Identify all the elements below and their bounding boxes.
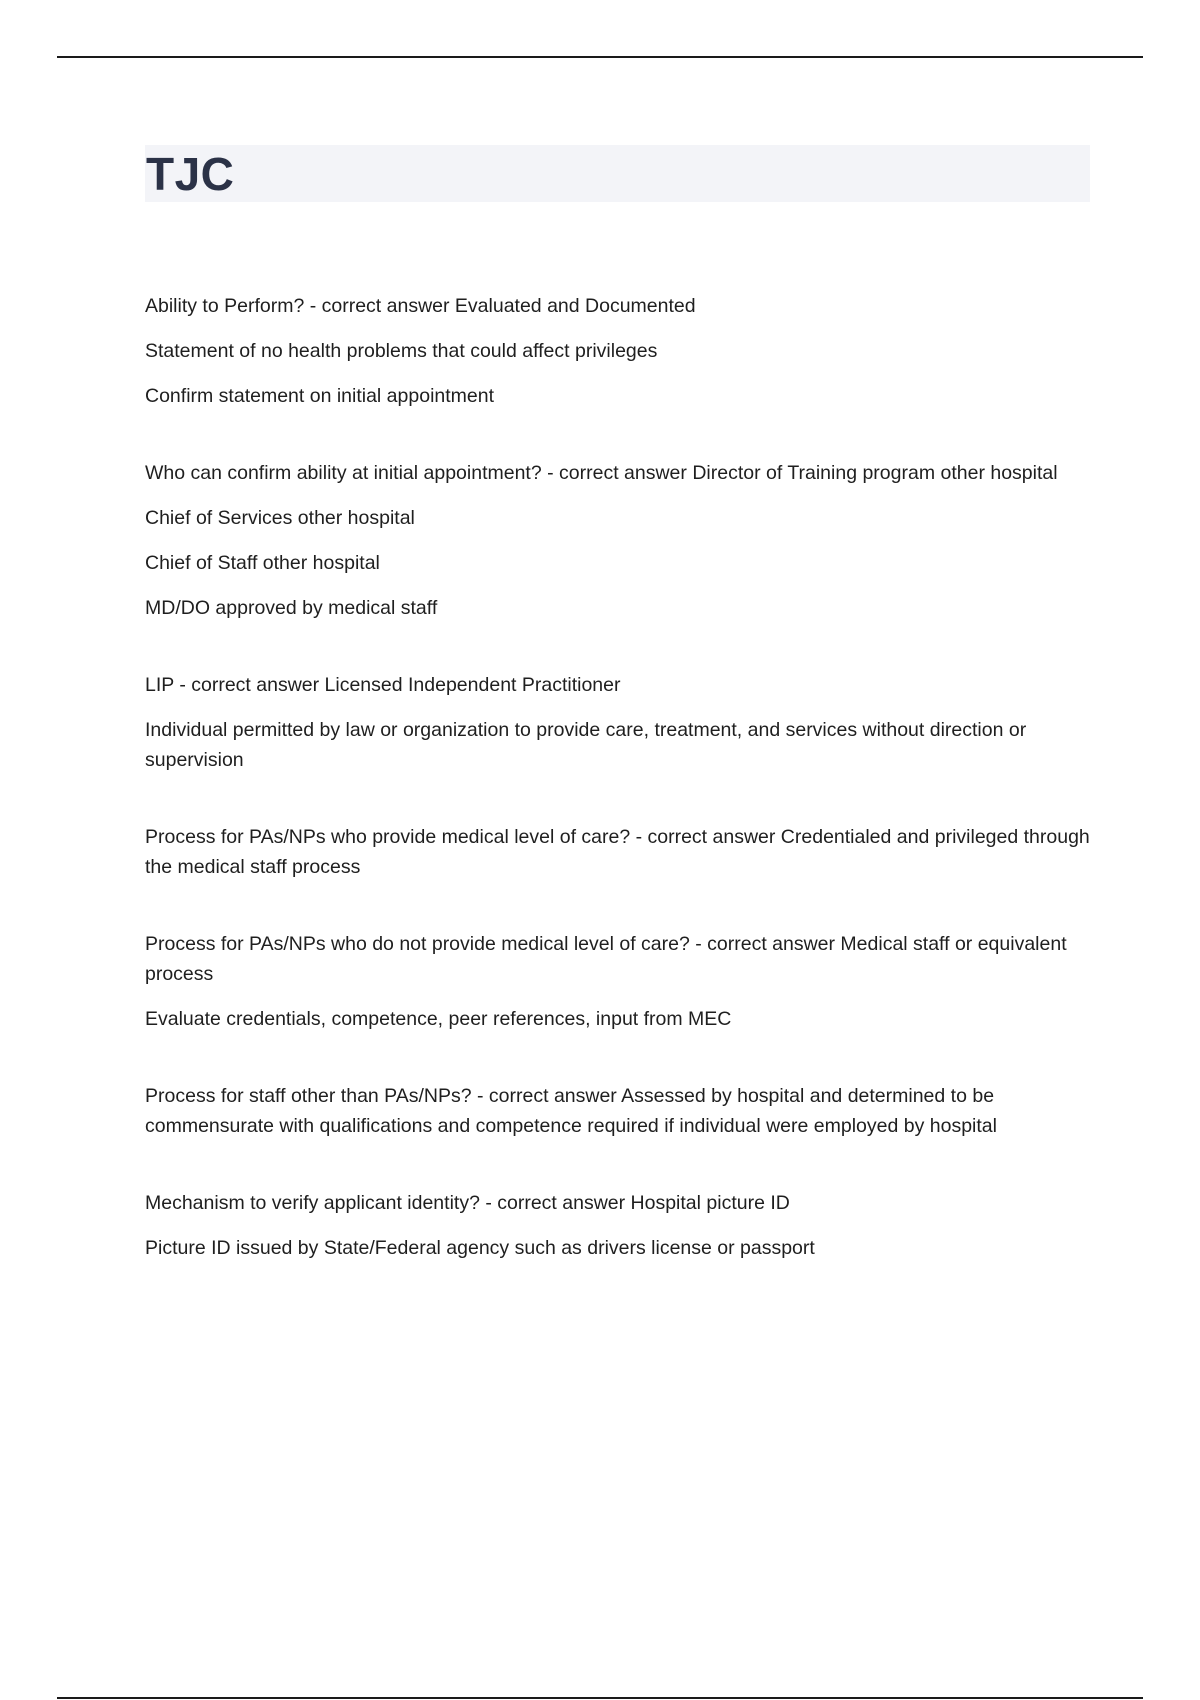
qa-line: Evaluate credentials, competence, peer references, input from MEC [145,1008,732,1030]
qa-entry [145,822,1090,882]
qa-line: Confirm statement on initial appointment [145,385,495,407]
qa-line: LIP - correct answer Licensed Independent Practitioner [145,674,621,696]
qa-entry [145,458,1090,623]
qa-line: Who can confirm ability at initial appointment? - correct answer Director of Training program other hospital [145,462,1058,484]
qa-entry [145,929,1090,1034]
qa-line: Individual permitted by law or organization to provide care, treatment, and services without direction or supervision [145,719,1027,771]
qa-line: Process for PAs/NPs who do not provide medical level of care? - correct answer Medical staff or equivalent process [145,933,1067,985]
qa-line: Chief of Services other hospital [145,507,415,529]
qa-line: Statement of no health problems that could affect privileges [145,340,658,362]
bottom-divider [57,1697,1143,1699]
page-title: TJC [146,148,235,200]
qa-line: Chief of Staff other hospital [145,552,380,574]
qa-entry [145,1188,1090,1263]
qa-line: Mechanism to verify applicant identity? - correct answer Hospital picture ID [145,1192,790,1214]
title-band [145,145,1090,202]
qa-entry [145,1081,1090,1141]
qa-line: MD/DO approved by medical staff [145,597,438,619]
qa-line: Process for staff other than PAs/NPs? - correct answer Assessed by hospital and determined to be commensurate with qualifications and competence required if individual were employed by hospital [145,1085,997,1137]
qa-line: Process for PAs/NPs who provide medical level of care? - correct answer Credentialed and privileged through the medical staff process [145,826,1090,878]
qa-entry [145,670,1090,775]
qa-line: Picture ID issued by State/Federal agency such as drivers license or passport [145,1237,815,1259]
qa-entry [145,291,1090,411]
qa-line: Ability to Perform? - correct answer Evaluated and Documented [145,295,696,317]
qa-list [145,291,1090,1310]
top-divider [57,56,1143,58]
